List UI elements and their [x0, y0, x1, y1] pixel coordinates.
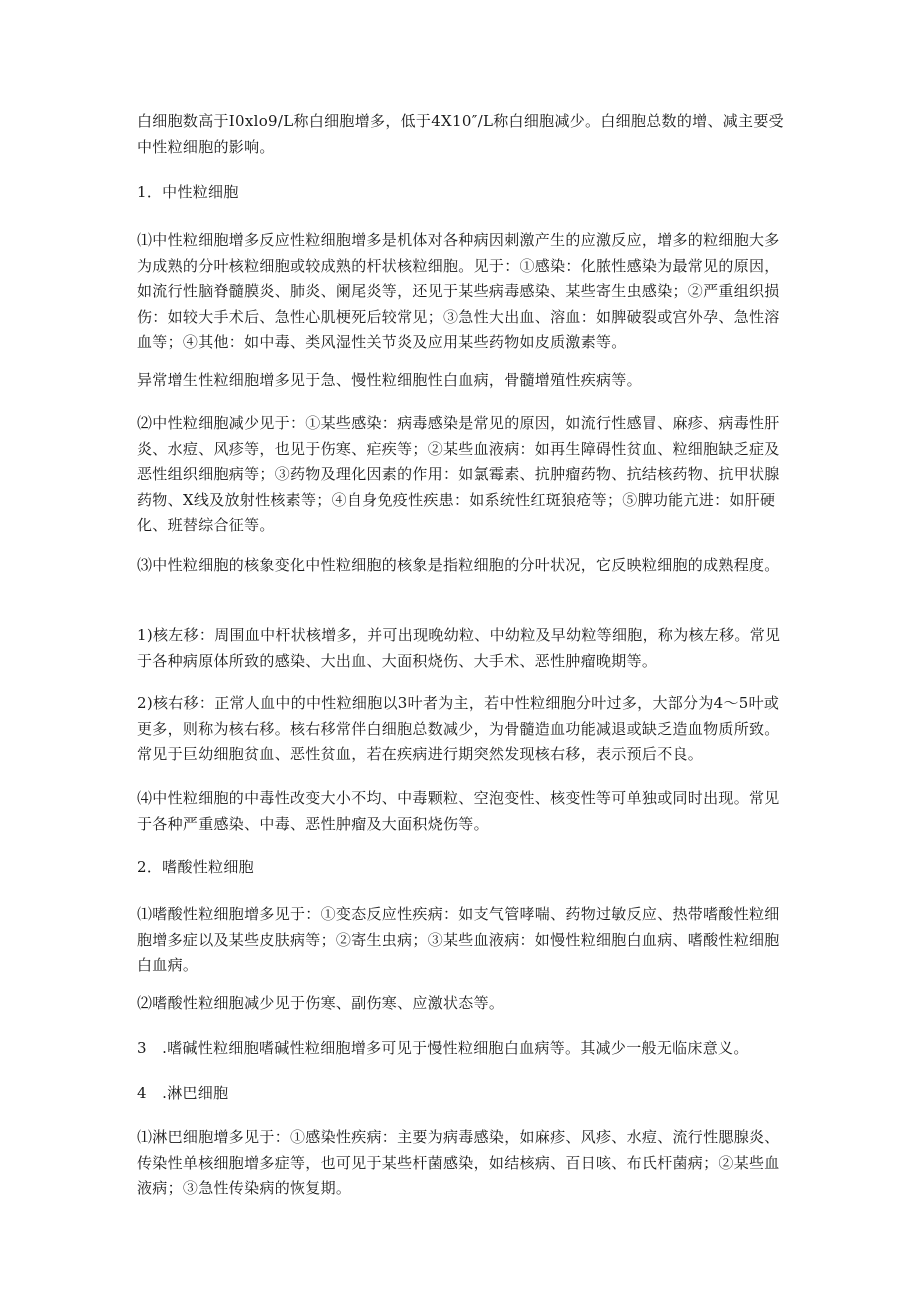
- eosinophil-decrease-paragraph: ⑵嗜酸性粒细胞减少见于伤寒、副伤寒、应激状态等。: [137, 994, 505, 1012]
- lymphocyte-increase-paragraph: ⑴淋巴细胞增多见于：①感染性疾病：主要为病毒感染，如麻疹、风疹、水痘、流行性腮腺炎、传染性单核细胞增多症等，也可见于某些杆菌感染，如结核病、百日咳、布氏杆菌病；②某些血液病；③急性传染病的恢复期。: [137, 1128, 780, 1197]
- basophil-paragraph: 3 .嗜碱性粒细胞嗜碱性粒细胞增多可见于慢性粒细胞白血病等。其减少一般无临床意义。: [137, 1039, 749, 1057]
- section-heading-eosinophil: 2．嗜酸性粒细胞: [137, 858, 254, 876]
- neutrophil-increase-paragraph: ⑴中性粒细胞增多反应性粒细胞增多是机体对各种病因刺激产生的应激反应，增多的粒细胞大多为成熟的分叶核粒细胞或较成熟的杆状核粒细胞。见于：①感染：化脓性感染为最常见的原因，如流行性脑脊髓膜炎、肺炎、阑尾炎等，还见于某些病毒感染、某些寄生虫感染；②严重组织损伤：如较大手术后、急性心肌梗死后较常见；③急性大出血、溶血：如脾破裂或宫外孕、急性溶血等；④其他：如中毒、类风湿性关节炎及应用某些药物如皮质激素等。: [137, 231, 780, 351]
- neutrophil-decrease-paragraph: ⑵中性粒细胞减少见于：①某些感染：病毒感染是常见的原因，如流行性感冒、麻疹、病毒性肝炎、水痘、风疹等，也见于伤寒、疟疾等；②某些血液病：如再生障碍性贫血、粒细胞缺乏症及恶性组织细胞病等；③药物及理化因素的作用：如氯霉素、抗肿瘤药物、抗结核药物、抗甲状腺药物、X线及放射性核素等；④自身免疫性疾患：如系统性红斑狼疮等；⑤脾功能亢进：如肝硬化、班替综合征等。: [137, 414, 780, 534]
- right-shift-paragraph: 2)核右移：正常人血中的中性粒细胞以3叶者为主，若中性粒细胞分叶过多，大部分为4～5叶或更多，则称为核右移。核右移常伴白细胞总数减少，为骨髓造血功能减退或缺乏造血物质所致。常见于巨幼细胞贫血、恶性贫血，若在疾病进行期突然发现核右移，表示预后不良。: [137, 694, 780, 763]
- nuclear-shift-paragraph: ⑶中性粒细胞的核象变化中性粒细胞的核象是指粒细胞的分叶状况，它反映粒细胞的成熟程度。: [137, 556, 780, 574]
- section-heading-lymphocyte: 4 .淋巴细胞: [137, 1084, 229, 1102]
- eosinophil-increase-paragraph: ⑴嗜酸性粒细胞增多见于：①变态反应性疾病：如支气管哮喘、药物过敏反应、热带嗜酸性粒细胞增多症以及某些皮肤病等；②寄生虫病；③某些血液病：如慢性粒细胞白血病、嗜酸性粒细胞白血病。: [137, 905, 780, 974]
- abnormal-proliferation-paragraph: 异常增生性粒细胞增多见于急、慢性粒细胞性白血病，骨髓增殖性疾病等。: [137, 371, 642, 389]
- toxic-change-paragraph: ⑷中性粒细胞的中毒性改变大小不均、中毒颗粒、空泡变性、核变性等可单独或同时出现。常见于各种严重感染、中毒、恶性肿瘤及大面积烧伤等。: [137, 789, 780, 833]
- left-shift-paragraph: 1)核左移：周围血中杆状核增多，并可出现晚幼粒、中幼粒及早幼粒等细胞，称为核左移。常见于各种病原体所致的感染、大出血、大面积烧伤、大手术、恶性肿瘤晚期等。: [137, 626, 781, 670]
- section-heading-neutrophil: 1．中性粒细胞: [137, 183, 239, 201]
- intro-paragraph: 白细胞数高于I0xlo9/L称白细胞增多，低于4X10″/L称白细胞减少。白细胞总数的增、减主要受中性粒细胞的影响。: [137, 112, 784, 156]
